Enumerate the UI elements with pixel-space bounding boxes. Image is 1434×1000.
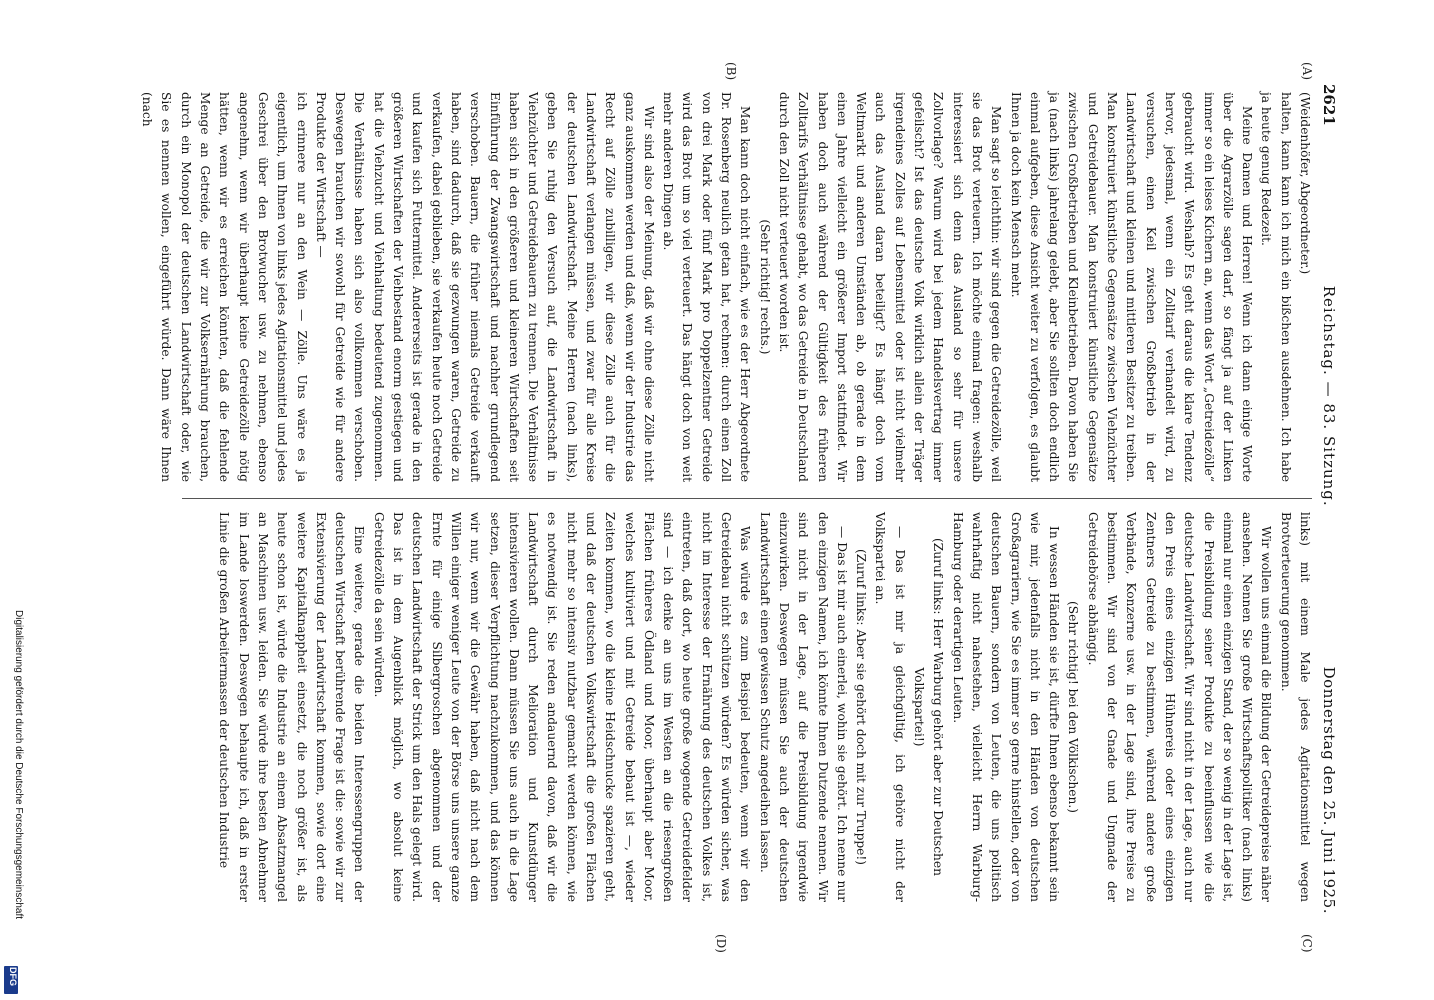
speaker-line: (Weidenhöfer, Abgeordneter.) xyxy=(1298,92,1312,275)
margin-mark-a: (A) xyxy=(1300,62,1314,81)
paragraph: Man sagt so leichthin: wir sind gegen die Getreidezölle, weil sie das Brot verteuern. Ich möchte einmal fragen: weshalb interessiert sich denn das Ausland so sehr für unsere Zollvorlage? Warum wird bei jedem Handelsvertrag immer gefeilscht? Ist das deutsche Volk wirklich allein der Träger irgendeines Zolles auf Lebensmittel oder ist nicht vielmehr auch das Ausland daran beteiligt? Es hängt doch vom Weltmarkt und anderen Umständen ab, ob gerade in dem einen Jahre vielleicht ein größerer Import stattfindet. Wir haben doch auch während der Gültigkeit des früheren Zolltarifs Verhältnisse gehabt, wo das Getreide in Deutschland durch den Zoll nicht verteuert worden ist. xyxy=(776,92,1004,482)
dfg-logo-text: DFG xyxy=(8,967,18,986)
interjection: (Sehr richtig! bei den Völkischen.) xyxy=(1066,601,1081,813)
digitization-credit xyxy=(6,610,28,995)
paragraph: Man kann doch nicht einfach, wie es der Herr Abgeordnete Dr. Rosenberg neulich getan hat, rechnen: durch einen Zoll von drei Mark oder fünf Mark pro Doppelzentner Getreide wird das Brot um so viel verteuert. Das hängt doch von weit mehr anderen Dingen ab. xyxy=(661,92,753,482)
credit-text: Digitalisierung gefördert durch die Deutsche Forschungsgemeinschaft xyxy=(13,610,24,920)
rotated-page xyxy=(98,62,1338,953)
paragraph: halten, kann kann ich mich ein bißchen ausdehnen. Ich habe ja heute genug Redezeit. xyxy=(1259,92,1293,482)
right-column xyxy=(174,512,1314,902)
paragraph: Wir wollen uns einmal die Bildung der Getreidepreise näher ansehen. Nennen Sie große Wirtschaftspolitiker (nach links) einmal nur einen einzigen Stand, der so wenig in der Lage ist, die Preisbildung seiner Produkte zu beeinflussen wie die deutsche Landwirtschaft. Wir sind nicht in der Lage, auch nur den Preis eines einzigen Hühnereis oder eines einzigen Zentners Getreide zu bestimmen, während andere große Verbände, Konzerne usw. in der Lage sind, ihre Preise zu bestimmen. Wir sind von der Gnade und Ungnade der Getreidebörse abhängig. xyxy=(1085,512,1274,902)
page-number: 2621 xyxy=(1320,84,1338,126)
paragraph: Wir sind also der Meinung, daß wir ohne diese Zölle nicht ganz auskommen werden und daß, wenn wir der Industrie das Recht auf Zölle zubilligen, wir diese Zölle auch für die Landwirtschaft verlangen müssen, und zwar für alle Kreise der deutschen Landwirtschaft. Meine Herren (nach links), geben Sie ruhig den Versuch auf, die Landwirtschaft in Viehzüchter und Getreidebauern zu trennen. Die Verhältnisse haben sich in den größeren und kleineren Wirtschaften seit Einführung der Zwangswirtschaft und nachher grundlegend verschoben. Bauern, die früher niemals Getreide verkauft haben, sind dadurch, daß sie gezwungen waren, Getreide zu verkaufen, dabei geblieben, sie verkaufen heute noch Getreide und kaufen sich Futtermittel. Andererseits ist gerade in den größeren Wirtschaften der Viehbestand enorm gestiegen und hat die Viehzucht und Viehhaltung bedeutend zugenommen. Die Verhältnisse haben sich also vollkommen verschoben. Deswegen brauchen wir sowohl für Getreide wie für andere Produkte der Wirtschaft — xyxy=(313,92,656,482)
session-date: Donnerstag den 25. Juni 1925. xyxy=(1320,666,1338,914)
paragraph: ich erinnere nur an den Wein — Zölle. Uns wäre es ja eigentlich, um Ihnen von links jedes Agitationsmittel und jedes Geschrei über den Brotwucher usw. zu nehmen, ebenso angenehm, wenn wir überhaupt keine Getreidezölle nötig hätten, wenn wir es erreichen könnten, daß die fehlende Menge an Getreide, die wir zur Volksernährung brauchen, durch ein Monopol der deutschen Landwirtschaft oder, wie Sie es nennen wollen, eingeführt würde. Dann wäre Ihnen (nach xyxy=(140,92,309,482)
interjection: (Zuruf links: Aber sie gehört doch mit zur Truppe!) xyxy=(854,548,869,866)
page-title: Reichstag. — 83. Sitzung. xyxy=(1320,285,1338,507)
paragraph: links) mit einem Male jedes Agitationsmittel wegen Brotverteuerung genommen. xyxy=(1278,512,1312,902)
margin-mark-b: (B) xyxy=(724,62,738,81)
dfg-logo xyxy=(4,966,18,994)
interjection: (Zuruf links: Herr Warburg gehört aber zur Deutschen Volkspartei!) xyxy=(912,538,946,876)
margin-mark-c: (C) xyxy=(1300,934,1314,953)
column-divider xyxy=(182,498,1312,499)
paragraph: In wessen Händen sie ist, dürfte Ihnen ebenso bekannt sein wie mir, jedenfalls nicht in den Händen von deutschen Großagrariern, wie Sie es immer so gerne hinstellen, oder von deutschen Bauern, sondern von Leuten, die uns politisch wahrhaftig nicht nahestehen, vielleicht Herrn Warburg-Hamburg oder derartigen Leuten. xyxy=(950,512,1062,902)
margin-mark-d: (D) xyxy=(714,934,728,953)
paragraph: Was würde es zum Beispiel bedeuten, wenn wir den Getreidebau nicht schützen würden? Es würden sicher, was nicht im Interesse der Ernährung des deutschen Volkes ist, eintreten, daß dort, wo heute große wogende Getreidefelder sind — ich denke an uns im Westen an die riesengroßen Flächen früheres Ödland und Moor, überhaupt aber Moor, welches kultiviert und mit Getreide bebaut ist —, wieder Zeiten kommen, wo die kleine Heidschnucke spazieren geht, und daß der deutschen Volkswirtschaft die großen Flächen nicht mehr so intensiv nutzbar gemacht werden können, wie es notwendig ist. Sie reden andauernd davon, daß wir die Landwirtschaft durch Melioration und Kunstdünger intensivieren wollen. Dann müssen Sie uns auch in die Lage setzen, dieser Verpflichtung nachzukommen, und das können wir nur, wenn wir die Gewähr haben, daß nicht nach dem Willen einiger weniger Leute von der Börse uns unsere ganze Ernte für einige Silbergroschen abgenommen und der deutschen Landwirtschaft der Strick um den Hals gelegt wird. Das ist in dem Augenblick möglich, wo absolut keine Getreidezölle da sein würden. xyxy=(371,512,753,902)
paragraph: Meine Damen und Herren! Wenn ich dann einige Worte über die Agrarzölle sagen darf, so fängt ja auf der Linken immer so ein leises Kichern an, wenn das Wort „Getreidezölle“ gebraucht wird. Weshalb? Es geht daraus die klare Tendenz hervor, jedesmal, wenn ein Zolltarif verhandelt wird, zu versuchen, einen Keil zwischen Großbetrieb in der Landwirtschaft und kleinen und mittleren Besitzer zu treiben. Man konstruiert künstliche Gegensätze zwischen Viehzüchter und Getreidebauer. Man konstruiert künstliche Gegensätze zwischen Großbetrieben und Kleinbetrieben. Davon haben Sie ja (nach links) jahrelang gelebt, aber Sie sollten doch endlich einmal aufgeben, diese Ansicht weiter zu verfolgen, es glaubt Ihnen ja doch kein Mensch mehr. xyxy=(1008,92,1255,482)
paragraph: — Das ist mir ja gleichgültig, ich gehöre nicht der Volkspartei an. xyxy=(873,512,907,902)
page-header xyxy=(1316,84,1338,914)
interjection: (Sehr richtig! rechts.) xyxy=(757,219,772,355)
paragraph: Eine weitere, gerade die beiden Interessengruppen der deutschen Wirtschaft berührende Frage ist die: sowie wir zur Extensivierung der Landwirtschaft kommen, sowie dort eine weitere Kapitalknappheit einsetzt, die noch größer ist, als heute schon ist, würde die Industrie an einem Absatzmangel an Maschinen usw. leiden. Sie würde ihre besten Abnehmer im Lande loswerden. Deswegen behaupte ich, daß in erster Linie die großen Arbeitermassen der deutschen Industrie xyxy=(217,512,367,902)
paragraph: — Das ist mir auch einerlei, wohin sie gehört. Ich nenne nur den einzigen Namen, ich könnte Ihnen Dutzende nennen. Wir sind nicht in der Lage, auf die Preisbildung irgendwie einzuwirken. Deswegen müssen Sie auch der deutschen Landwirtschaft einen gewissen Schutz angedeihen lassen. xyxy=(757,512,849,902)
left-column xyxy=(140,92,1314,482)
